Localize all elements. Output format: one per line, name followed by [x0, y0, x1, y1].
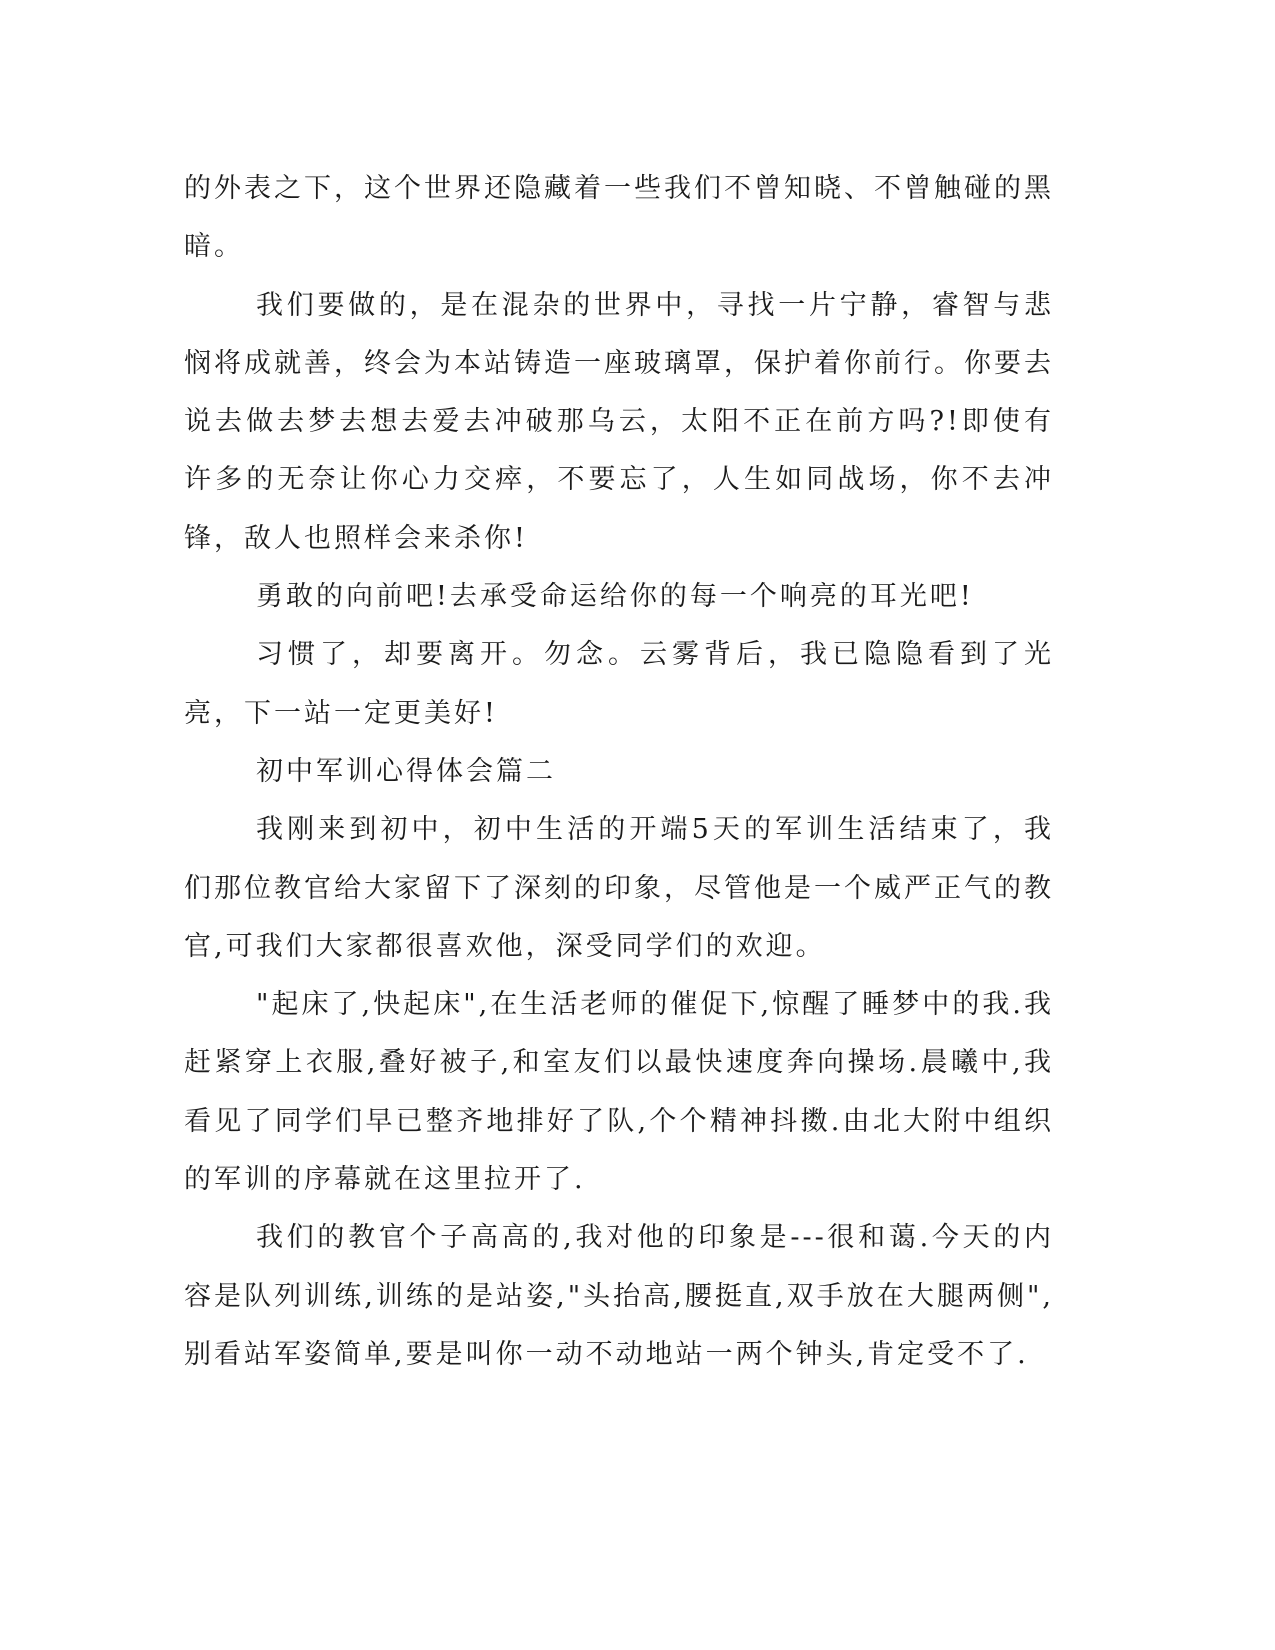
paragraph: 我刚来到初中，初中生活的开端5天的军训生活结束了，我们那位教官给大家留下了深刻的印象，尽管他是一个威严正气的教官,可我们大家都很喜欢他，深受同学们的欢迎。	[184, 814, 1054, 962]
paragraph: 习惯了，却要离开。勿念。云雾背后，我已隐隐看到了光亮，下一站一定更美好!	[184, 639, 1054, 729]
paragraph: 我们的教官个子高高的,我对他的印象是---很和蔼.今天的内容是队列训练,训练的是站姿,"头抬高,腰挺直,双手放在大腿两侧",别看站军姿简单,要是叫你一动不动地站一两个钟头,肯定受不了.	[184, 1222, 1054, 1370]
paragraph: 我们要做的，是在混杂的世界中，寻找一片宁静，睿智与悲悯将成就善，终会为本站铸造一座玻璃罩，保护着你前行。你要去说去做去梦去想去爱去冲破那乌云，太阳不正在前方吗?!即使有许多的无奈让你心力交瘁，不要忘了，人生如同战场，你不去冲锋，敌人也照样会来杀你!	[184, 289, 1054, 554]
document-body	[184, 160, 1054, 1384]
paragraph-continuation: 的外表之下，这个世界还隐藏着一些我们不曾知晓、不曾触碰的黑暗。	[184, 173, 1054, 263]
section-heading: 初中军训心得体会篇二	[256, 755, 556, 787]
paragraph: "起床了,快起床",在生活老师的催促下,惊醒了睡梦中的我.我赶紧穿上衣服,叠好被子,和室友们以最快速度奔向操场.晨曦中,我看见了同学们早已整齐地排好了队,个个精神抖擞.由北大附中组织的军训的序幕就在这里拉开了.	[184, 989, 1054, 1196]
paragraph: 勇敢的向前吧!去承受命运给你的每一个响亮的耳光吧!	[256, 581, 974, 613]
